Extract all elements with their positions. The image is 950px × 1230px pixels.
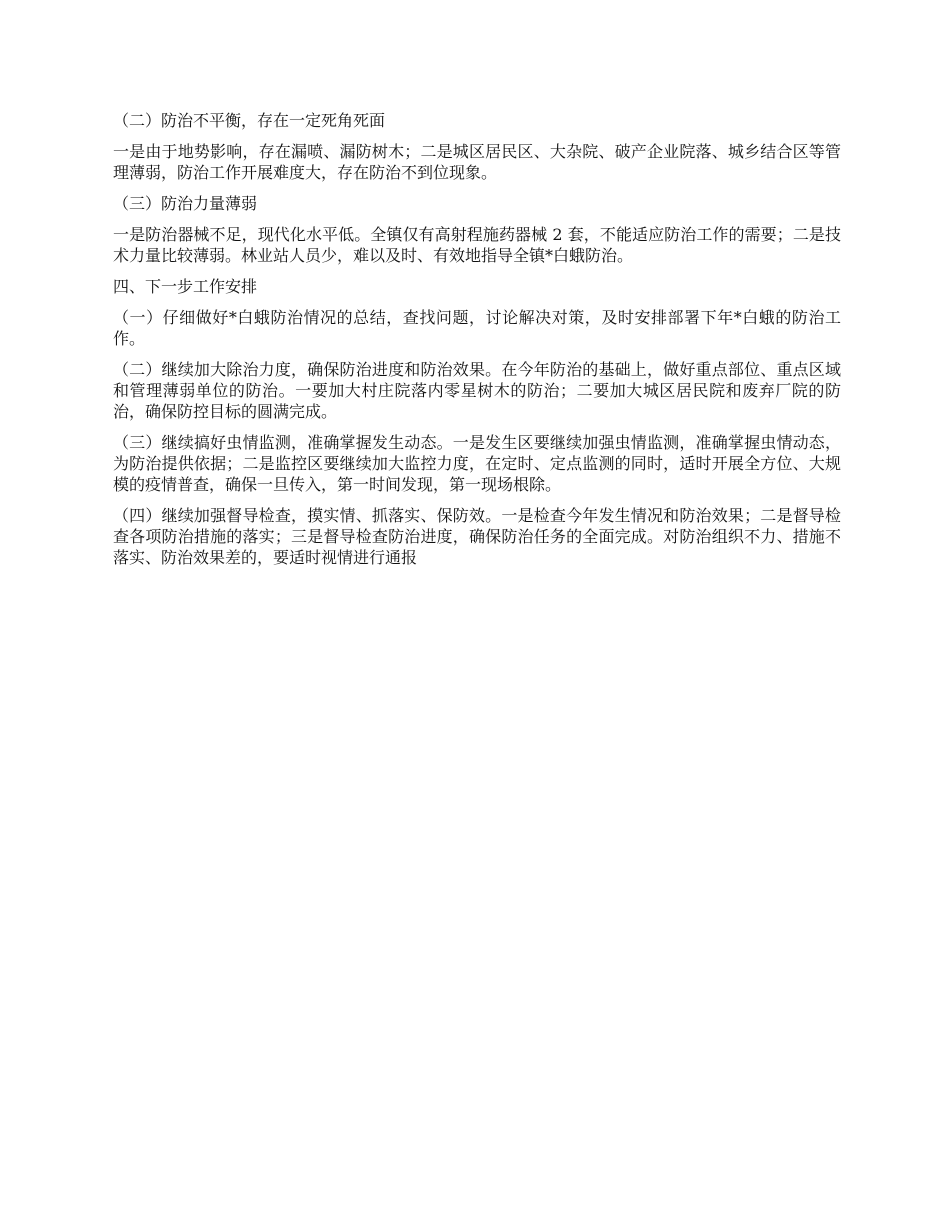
paragraph-weak-force-details: 一是防治器械不足，现代化水平低。全镇仅有高射程施药器械 2 套，不能适应防治工作的需要；二是技术力量比较薄弱。林业站人员少，难以及时、有效地指导全镇*白蛾防治。: [113, 225, 841, 265]
section-heading-imbalance: （二）防治不平衡，存在一定死角死面: [113, 111, 386, 130]
section-heading-weak-force: （三）防治力量薄弱: [113, 194, 258, 213]
paragraph-imbalance-details: 一是由于地势影响，存在漏喷、漏防树木；二是城区居民区、大杂院、破产企业院落、城乡结合区等管理薄弱，防治工作开展难度大，存在防治不到位现象。: [113, 142, 841, 182]
document-body: [113, 110, 841, 578]
paragraph-next-step-3: （三）继续搞好虫情监测，准确掌握发生动态。一是发生区要继续加强虫情监测，准确掌握虫情动态，为防治提供依据；二是监控区要继续加大监控力度，在定时、定点监测的同时，适时开展全方位、大规模的疫情普查，确保一旦传入，第一时间发现，第一现场根除。: [113, 433, 841, 494]
paragraph-next-step-4: （四）继续加强督导检查，摸实情、抓落实、保防效。一是检查今年发生情况和防治效果；二是督导检查各项防治措施的落实；三是督导检查防治进度，确保防治任务的全面完成。对防治组织不力、措施不落实、防治效果差的，要适时视情进行通报: [113, 506, 841, 567]
paragraph-next-step-2: （二）继续加大除治力度，确保防治进度和防治效果。在今年防治的基础上，做好重点部位、重点区域和管理薄弱单位的防治。一要加大村庄院落内零星树木的防治；二要加大城区居民院和废弃厂院的防治，确保防控目标的圆满完成。: [113, 360, 841, 421]
paragraph-next-step-1: （一）仔细做好*白蛾防治情况的总结，查找问题，讨论解决对策，及时安排部署下年*白蛾的防治工作。: [113, 308, 841, 348]
section-heading-next-steps: 四、下一步工作安排: [113, 277, 258, 296]
